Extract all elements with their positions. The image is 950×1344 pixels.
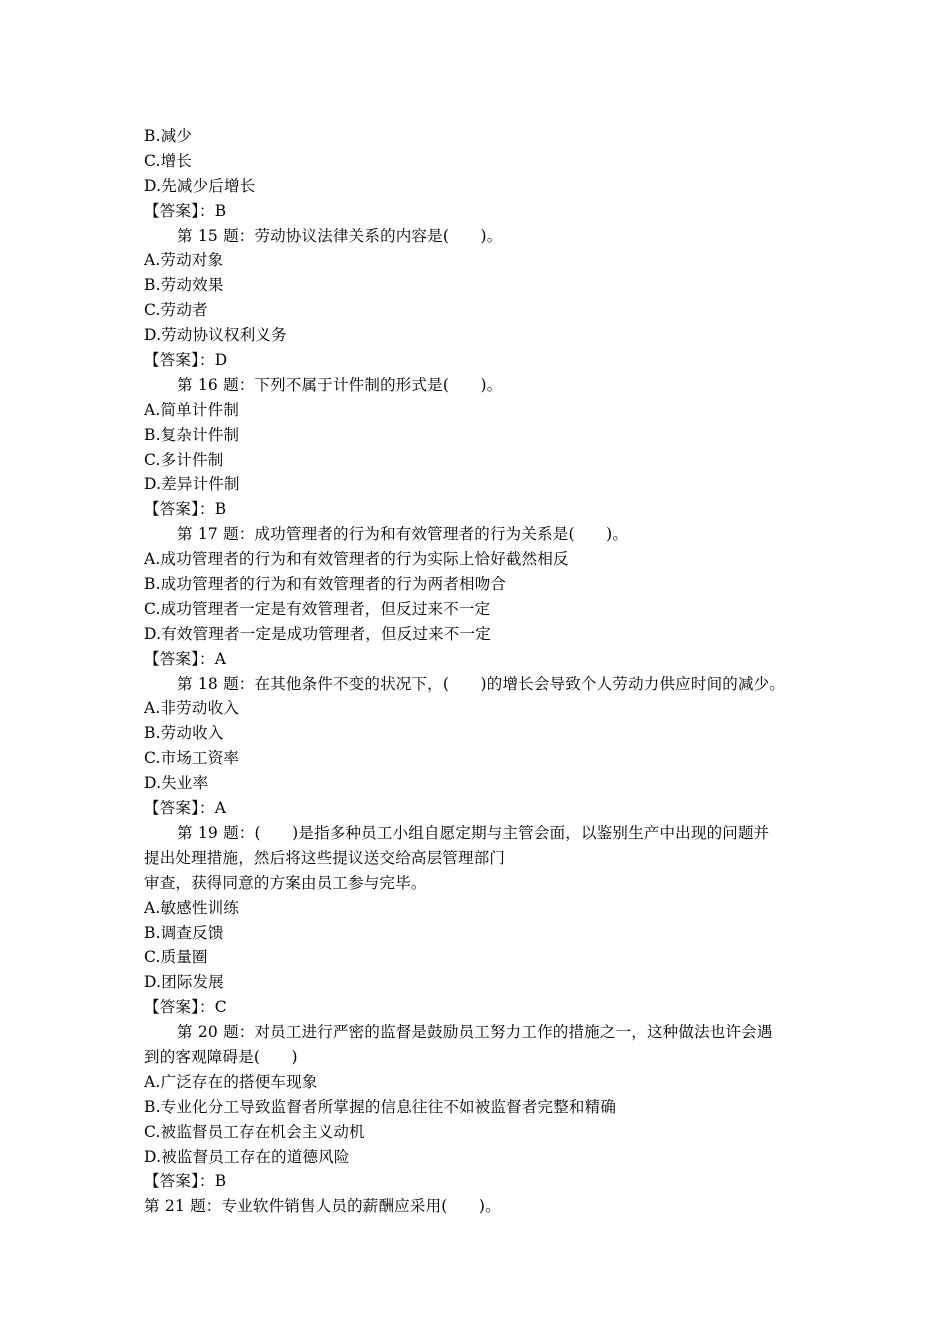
option-line: D.差异计件制 — [144, 475, 240, 494]
option-line: D.团际发展 — [144, 973, 225, 992]
option-line: C.质量圈 — [144, 948, 208, 967]
option-line: A.简单计件制 — [144, 400, 240, 419]
option-line: B.专业化分工导致监督者所掌握的信息往往不如被监督者完整和精确 — [144, 1097, 617, 1116]
option-line: D.失业率 — [144, 774, 209, 793]
option-line: A.成功管理者的行为和有效管理者的行为实际上恰好截然相反 — [144, 550, 569, 569]
answer-line: 【答案】：B — [144, 201, 227, 220]
option-line: C.被监督员工存在机会主义动机 — [144, 1122, 365, 1141]
option-line: B.调查反馈 — [144, 923, 224, 942]
question-continuation-line: 提出处理措施，然后将这些提议送交给高层管理部门 — [144, 848, 506, 867]
answer-line: 【答案】：B — [144, 1172, 227, 1191]
answer-line: 【答案】：C — [144, 998, 227, 1017]
option-line: D.有效管理者一定是成功管理者，但反过来不一定 — [144, 624, 491, 643]
option-line: C.劳动者 — [144, 301, 208, 320]
option-line: D.先减少后增长 — [144, 176, 256, 195]
document-body — [144, 124, 814, 1219]
option-line: C.多计件制 — [144, 450, 224, 469]
option-line: A.广泛存在的搭便车现象 — [144, 1072, 318, 1091]
option-line: B.复杂计件制 — [144, 425, 240, 444]
option-line: B.减少 — [144, 127, 193, 145]
answer-line: 【答案】：A — [144, 799, 227, 818]
question-continuation-line: 到的客观障碍是( ) — [144, 1047, 298, 1066]
question-line: 第 18 题：在其他条件不变的状况下，( )的增长会导致个人劳动力供应时间的减少。 — [177, 674, 786, 693]
question-line: 第 16 题：下列不属于计件制的形式是( )。 — [177, 375, 503, 394]
option-line: A.劳动对象 — [144, 251, 224, 270]
option-line: B.劳动效果 — [144, 276, 224, 295]
answer-line: 【答案】：B — [144, 500, 227, 519]
option-line: C.增长 — [144, 151, 193, 170]
option-line: B.成功管理者的行为和有效管理者的行为两者相吻合 — [144, 575, 507, 594]
question-line: 第 17 题：成功管理者的行为和有效管理者的行为关系是( )。 — [177, 525, 629, 544]
option-line: A.敏感性训练 — [144, 898, 240, 917]
option-line: A.非劳动收入 — [144, 699, 240, 718]
question-continuation-line: 审查，获得同意的方案由员工参与完毕。 — [144, 873, 427, 892]
question-line: 第 20 题：对员工进行严密的监督是鼓励员工努力工作的措施之一，这种做法也许会遇 — [177, 1023, 773, 1042]
option-line: D.被监督员工存在的道德风险 — [144, 1147, 350, 1166]
answer-line: 【答案】：A — [144, 649, 227, 668]
question-line: 第 15 题：劳动协议法律关系的内容是( )。 — [177, 226, 503, 245]
option-line: D.劳动协议权利义务 — [144, 326, 287, 345]
question-line: 第 21 题：专业软件销售人员的薪酬应采用( )。 — [144, 1197, 501, 1216]
question-line: 第 19 题：( )是指多种员工小组自愿定期与主管会面，以鉴别生产中出现的问题并 — [177, 823, 770, 842]
option-line: B.劳动收入 — [144, 724, 224, 743]
answer-line: 【答案】：D — [144, 351, 228, 370]
option-line: C.市场工资率 — [144, 749, 240, 768]
option-line: C.成功管理者一定是有效管理者，但反过来不一定 — [144, 599, 491, 618]
